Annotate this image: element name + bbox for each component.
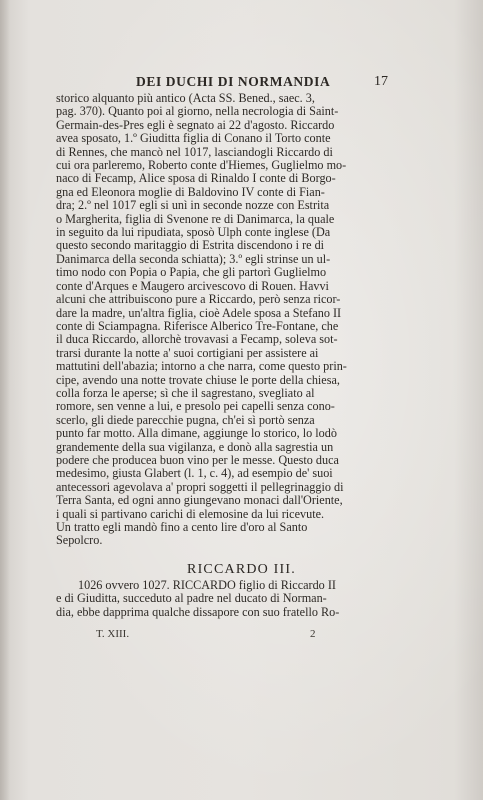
text-line: dare la madre, un'altra figlia, cioè Adele sposa a Stefano II — [56, 306, 342, 320]
text-line: colla forza le aperse; sì che il sagrestano, svegliato al — [56, 386, 315, 400]
text-line: Danimarca della seconda schiatta); 3.º egli strinse un ul- — [56, 252, 331, 266]
text-line: avea sposato, 1.º Giuditta figlia di Conano il Torto conte — [56, 132, 331, 146]
text-line: dra; 2.º nel 1017 egli si unì in seconde nozze con Estrita — [56, 199, 330, 213]
text-line: 1026 ovvero 1027. RICCARDO figlio di Riccardo II — [78, 579, 336, 592]
text-line: Terra Santa, ed ogni anno giungevano monaci dall'Oriente, — [56, 494, 343, 508]
text-line: dia, ebbe dapprima qualche dissapore con suo fratello Ro- — [56, 605, 340, 619]
text-line: punto far motto. Alla dimane, aggiunge lo storico, lo lodò — [56, 427, 337, 441]
text-line: conte di Sciampagna. Riferisce Alberico Tre-Fontane, che — [56, 319, 339, 333]
gathering-signature: 2 — [310, 628, 316, 640]
section-heading: RICCARDO III. — [187, 562, 296, 577]
text-line: Sepolcro. — [56, 534, 103, 548]
main-paragraph — [56, 92, 388, 548]
text-line: grandemente della sua vigilanza, e donò alla sagrestia un — [56, 440, 334, 454]
text-line: il duca Riccardo, allorchè trovavasi a Fecamp, soleva sot- — [56, 333, 338, 347]
text-line: pag. 370). Quanto poi al giorno, nella necrologia di Saint- — [56, 105, 339, 119]
text-line: conte d'Arques e Maugero arcivescovo di Rouen. Havvi — [56, 279, 329, 293]
text-line: romore, sen venne a lui, e presolo pei capelli senza cono- — [56, 400, 335, 414]
text-line: gna ed Eleonora moglie di Baldovino IV conte di Fian- — [56, 185, 325, 199]
page-number: 17 — [374, 74, 388, 89]
running-title: DEI DUCHI DI NORMANDIA — [136, 74, 331, 89]
page-header — [56, 74, 388, 92]
text-line: cipe, avendo una notte trovate chiuse le porte della chiesa, — [56, 373, 340, 387]
text-line: Un tratto egli mandò fino a cento lire d'oro al Santo — [56, 521, 308, 534]
text-line: i quali si partivano carichi di elemosine da lui ricevute. — [56, 507, 325, 521]
text-line: naco di Fecamp, Alice sposa di Rinaldo I conte di Borgo- — [56, 172, 336, 186]
page-gutter-shadow — [0, 0, 10, 800]
text-line: timo nodo con Popia o Papia, che gli partorì Guglielmo — [56, 266, 327, 280]
text-line: medesimo, giusta Glabert (l. 1, c. 4), ad esempio de' suoi — [56, 467, 333, 481]
text-line: trarsi durante la notte a' suoi cortigiani per assistere ai — [56, 346, 319, 360]
text-line: di Rennes, che mancò nel 1017, lasciandogli Riccardo di — [56, 145, 333, 159]
text-line: mattutini dell'abazia; intorno a che narra, come questo prin- — [56, 360, 347, 374]
text-line: scerlo, gli diede parecchie pugna, ch'ei sì portò senza — [56, 413, 315, 427]
text-line: cui ora parleremo, Roberto conte d'Hiemes, Guglielmo mo- — [56, 159, 347, 173]
text-line: Germain-des-Pres egli è segnato ai 22 d'agosto. Riccardo — [56, 118, 335, 132]
volume-signature: T. XIII. — [96, 628, 130, 640]
text-line: e di Giuditta, succeduto al padre nel ducato di Norman- — [56, 592, 327, 606]
text-line: storico alquanto più antico (Acta SS. Bened., saec. 3, — [56, 92, 315, 105]
section-paragraph — [56, 579, 388, 619]
text-line: o Margherita, figlia di Svenone re di Danimarca, la quale — [56, 212, 335, 226]
text-line: antecessori agevolava a' propri soggetti il pellegrinaggio di — [56, 480, 344, 494]
page-footer — [56, 628, 388, 642]
text-line: alcuni che attribuiscono pure a Riccardo, però senza ricor- — [56, 293, 341, 307]
text-line: podere che producea buon vino per le messe. Questo duca — [56, 453, 339, 467]
text-line: in seguito da lui ripudiata, sposò Ulph conte inglese (Da — [56, 226, 331, 240]
text-line: questo secondo maritaggio di Estrita discendono i re di — [56, 239, 325, 253]
